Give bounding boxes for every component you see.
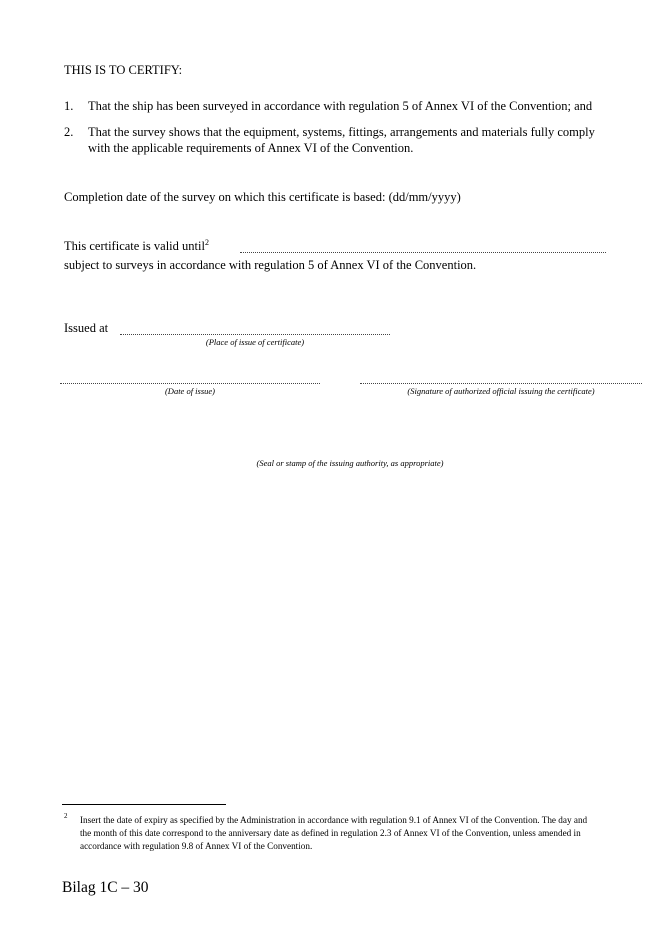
item-1-number: 1. [64,99,74,113]
place-of-issue-dotted-field[interactable] [120,334,390,335]
item-2-text-line2: with the applicable requirements of Annex VI of the Convention. [88,141,414,155]
footnote-reference: 2 [204,237,209,247]
signature-dotted-field[interactable] [360,383,642,384]
valid-until-dotted-field[interactable] [240,252,606,253]
subject-to-surveys-text: subject to surveys in accordance with regulation 5 of Annex VI of the Convention. [64,258,477,272]
item-2-text-line1: That the survey shows that the equipment, systems, fittings, arrangements and materials fully comply [88,125,595,139]
date-of-issue-dotted-field[interactable] [60,383,320,384]
item-2-number: 2. [64,125,74,139]
completion-date-line: Completion date of the survey on which this certificate is based: (dd/mm/yyyy) [64,190,461,204]
item-1-text: That the ship has been surveyed in accordance with regulation 5 of Annex VI of the Convention; and [88,99,593,113]
signature-caption: (Signature of authorized official issuing the certificate) [407,386,595,396]
valid-until-text: This certificate is valid until [64,239,205,253]
issued-at-label: Issued at [64,321,109,335]
valid-until-label [64,238,209,254]
date-of-issue-caption: (Date of issue) [164,386,216,396]
place-of-issue-caption: (Place of issue of certificate) [205,337,305,347]
page-footer: Bilag 1C – 30 [62,879,149,896]
footnote-separator [62,804,226,805]
footnote-marker: 2 [64,812,68,820]
seal-caption: (Seal or stamp of the issuing authority, as appropriate) [256,458,444,468]
footnote-text: Insert the date of expiry as specified by the Administration in accordance with regulation 9.1 of Annex VI of the Convention. The day and the month of this date correspond to the anniversary date as defined in regulation 2.3 of Annex VI of the Convention, unless amended in accordance with regulation 9.8 of Annex VI of the Convention. [80,815,588,851]
certify-heading: THIS IS TO CERTIFY: [64,63,183,77]
